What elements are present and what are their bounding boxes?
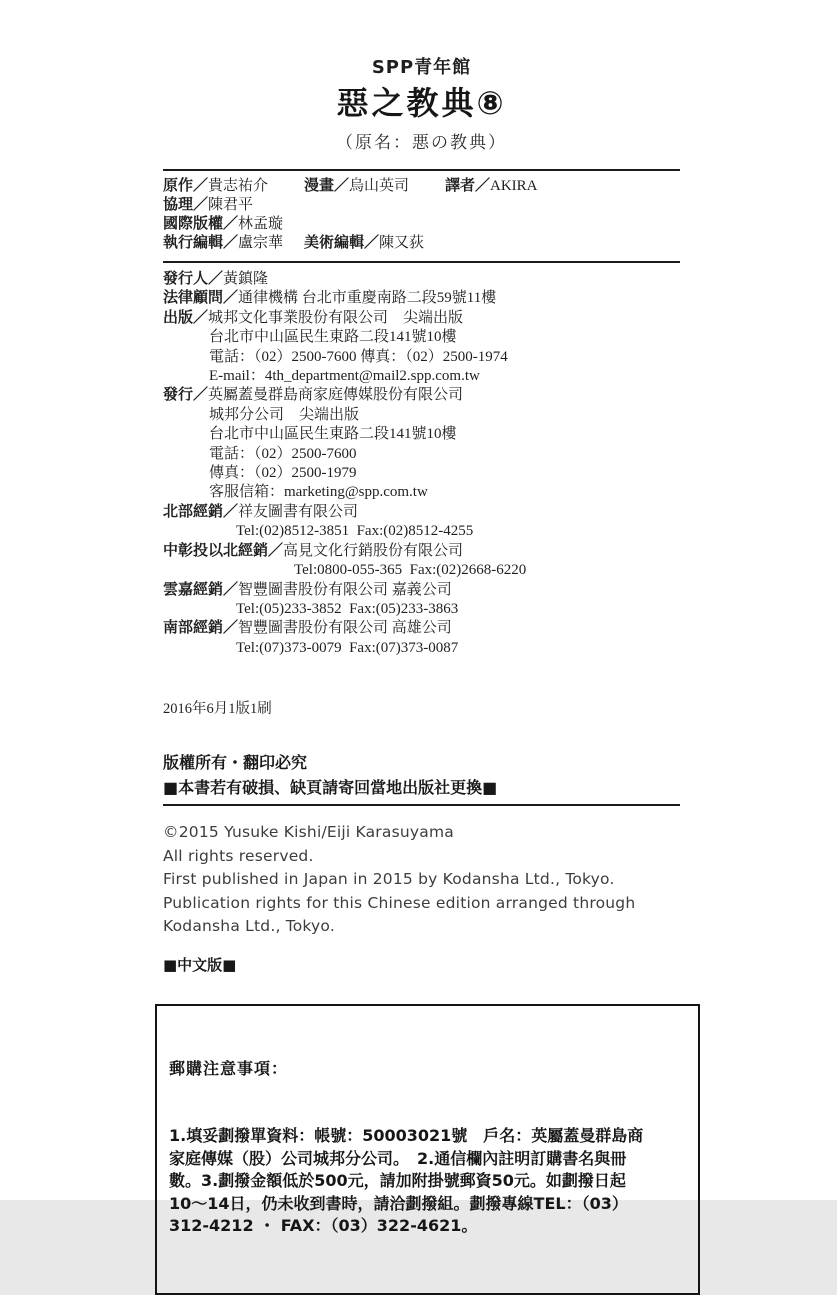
credits-row (163, 177, 680, 196)
publisher-line-text: 黃鎮隆 (223, 271, 269, 287)
copyright-line-2: ■本書若有破損、缺頁請寄回當地出版社更換■ (163, 778, 498, 798)
publisher-line (163, 386, 680, 405)
divider-copyright (163, 804, 680, 806)
credit-person-name: 烏山英司 (349, 178, 410, 194)
publisher-line-text: 傳真：（02）2500-1979 (209, 465, 357, 482)
copyright-notice (163, 750, 680, 800)
masthead (163, 56, 680, 154)
mail-order-box (155, 1004, 700, 1295)
publisher-line-text: 智豐圖書股份有限公司 高雄公司 (238, 620, 452, 637)
credit-segment (163, 197, 253, 213)
publisher-line (163, 348, 680, 367)
credit-person-name: 貴志祐介 (208, 178, 269, 194)
publisher-line (163, 600, 680, 619)
publisher-line (163, 328, 680, 347)
credits-row (163, 234, 680, 253)
chinese-edition-label: ■中文版■ (163, 955, 237, 974)
publisher-line-text: E-mail：4th_department@mail2.spp.com.tw (209, 368, 480, 385)
publisher-line-text: 通律機構 台北市重慶南路二段59號11樓 (238, 290, 497, 307)
colophon-content (163, 0, 680, 1295)
publisher-line (163, 503, 680, 522)
credit-role-label: 原作／ (163, 178, 209, 194)
publisher-line (163, 406, 680, 425)
publisher-line (163, 289, 680, 308)
publisher-line (163, 445, 680, 464)
mail-order-line: 10～14日，仍未收到書時，請洽劃撥組。劃撥專線TEL：（03） (169, 1193, 628, 1213)
credit-person-name: 林孟璇 (238, 216, 284, 232)
credit-role-label: 漫畫／ (304, 178, 350, 194)
original-title: （原名：悪の教典） (336, 133, 507, 152)
credit-role-label: 譯者／ (445, 178, 491, 194)
mail-order-line: 312-4212 ・ FAX：（03）322-4621。 (169, 1216, 478, 1236)
english-rights-line: All rights reserved. (163, 846, 314, 865)
publisher-line (163, 561, 680, 580)
publisher-line-text: 英屬蓋曼群島商家庭傳媒股份有限公司 (208, 387, 464, 404)
divider-credits (163, 261, 680, 263)
publisher-role-label: 北部經銷／ (163, 503, 239, 520)
publisher-role-label: 雲嘉經銷／ (163, 581, 239, 598)
english-rights-line: ©2015 Yusuke Kishi/Eiji Karasuyama (163, 823, 454, 842)
publisher-line-text: Tel:0800-055-365 Fax:(02)2668-6220 (294, 562, 527, 579)
credit-person-name: 陳君平 (208, 197, 254, 213)
publisher-line (163, 522, 680, 541)
publisher-line-text: 城邦分公司 尖端出版 (209, 406, 360, 423)
credit-person-name: AKIRA (490, 178, 538, 194)
mail-order-heading: 郵購注意事項： (169, 1058, 289, 1078)
publisher-line-text: 智豐圖書股份有限公司 嘉義公司 (238, 581, 452, 598)
credits-row (163, 196, 680, 215)
english-rights-line: First published in Japan in 2015 by Kodansha Ltd., Tokyo. (163, 870, 615, 889)
credit-segment (163, 177, 304, 196)
publisher-line-text: 台北市中山區民生東路二段141號10樓 (209, 426, 457, 443)
publisher-line-text: Tel:(07)373-0079 Fax:(07)373-0087 (236, 639, 459, 656)
divider-top (163, 169, 680, 171)
credit-segment (304, 177, 445, 196)
publisher-role-label: 發行／ (163, 387, 209, 404)
english-rights-line: Kodansha Ltd., Tokyo. (163, 917, 335, 936)
publisher-line-text: 祥友圖書有限公司 (238, 503, 359, 520)
credit-role-label: 執行編輯／ (163, 235, 239, 251)
publisher-role-label: 法律顧問／ (163, 290, 239, 307)
credit-segment (445, 178, 538, 194)
publisher-line (163, 639, 680, 658)
mail-order-body (169, 1125, 688, 1238)
publisher-line-text: 電話：（02）2500-7600 (209, 445, 357, 462)
publisher-role-label: 中彰投以北經銷／ (163, 542, 284, 559)
credits-block (163, 177, 680, 253)
credit-role-label: 美術編輯／ (304, 235, 380, 251)
publisher-line (163, 309, 680, 328)
publisher-line-text: 客服信箱：marketing@spp.com.tw (209, 484, 428, 501)
publisher-line-text: Tel:(02)8512-3851 Fax:(02)8512-4255 (236, 523, 474, 540)
book-title: 惡之教典⑧ (336, 84, 507, 122)
publisher-line (163, 483, 680, 502)
publisher-line-text: Tel:(05)233-3852 Fax:(05)233-3863 (236, 600, 459, 617)
english-rights-line: Publication rights for this Chinese edition arranged through (163, 893, 636, 912)
credit-segment (163, 234, 304, 253)
credit-person-name: 盧宗華 (238, 235, 284, 251)
credit-role-label: 協理／ (163, 197, 209, 213)
credits-row (163, 215, 680, 234)
mail-order-line: 1.填妥劃撥單資料：帳號：50003021號 戶名：英屬蓋曼群島商 (169, 1126, 644, 1146)
publisher-line (163, 367, 680, 386)
credit-role-label: 國際版權／ (163, 216, 239, 232)
copyright-line-1: 版權所有・翻印必究 (163, 753, 308, 773)
publisher-line (163, 270, 680, 289)
edition-line: 2016年6月1版1刷 (163, 701, 272, 718)
credit-segment (163, 216, 283, 232)
publisher-line (163, 581, 680, 600)
credit-segment (304, 235, 424, 251)
imprint-label: SPP青年館 (371, 57, 472, 78)
publisher-line (163, 542, 680, 561)
publisher-line-text: 電話：（02）2500-7600 傳真：（02）2500-1974 (209, 348, 508, 365)
credit-person-name: 陳又荻 (379, 235, 425, 251)
mail-order-line: 數。3.劃撥金額低於500元，請加附掛號郵資50元。如劃撥日起 (169, 1171, 626, 1191)
publisher-line (163, 425, 680, 444)
english-rights-block (163, 821, 680, 939)
publisher-line (163, 619, 680, 638)
publisher-line-text: 城邦文化事業股份有限公司 尖端出版 (208, 309, 464, 326)
publisher-block (163, 270, 680, 658)
mail-order-line: 家庭傳媒（股）公司城邦分公司。 2.通信欄內註明訂購書名與冊 (169, 1148, 627, 1168)
publisher-line (163, 464, 680, 483)
publisher-role-label: 發行人／ (163, 271, 224, 287)
publisher-line-text: 高見文化行銷股份有限公司 (283, 542, 464, 559)
publisher-role-label: 出版／ (163, 309, 209, 326)
publisher-role-label: 南部經銷／ (163, 620, 239, 637)
publisher-line-text: 台北市中山區民生東路二段141號10樓 (209, 329, 457, 346)
